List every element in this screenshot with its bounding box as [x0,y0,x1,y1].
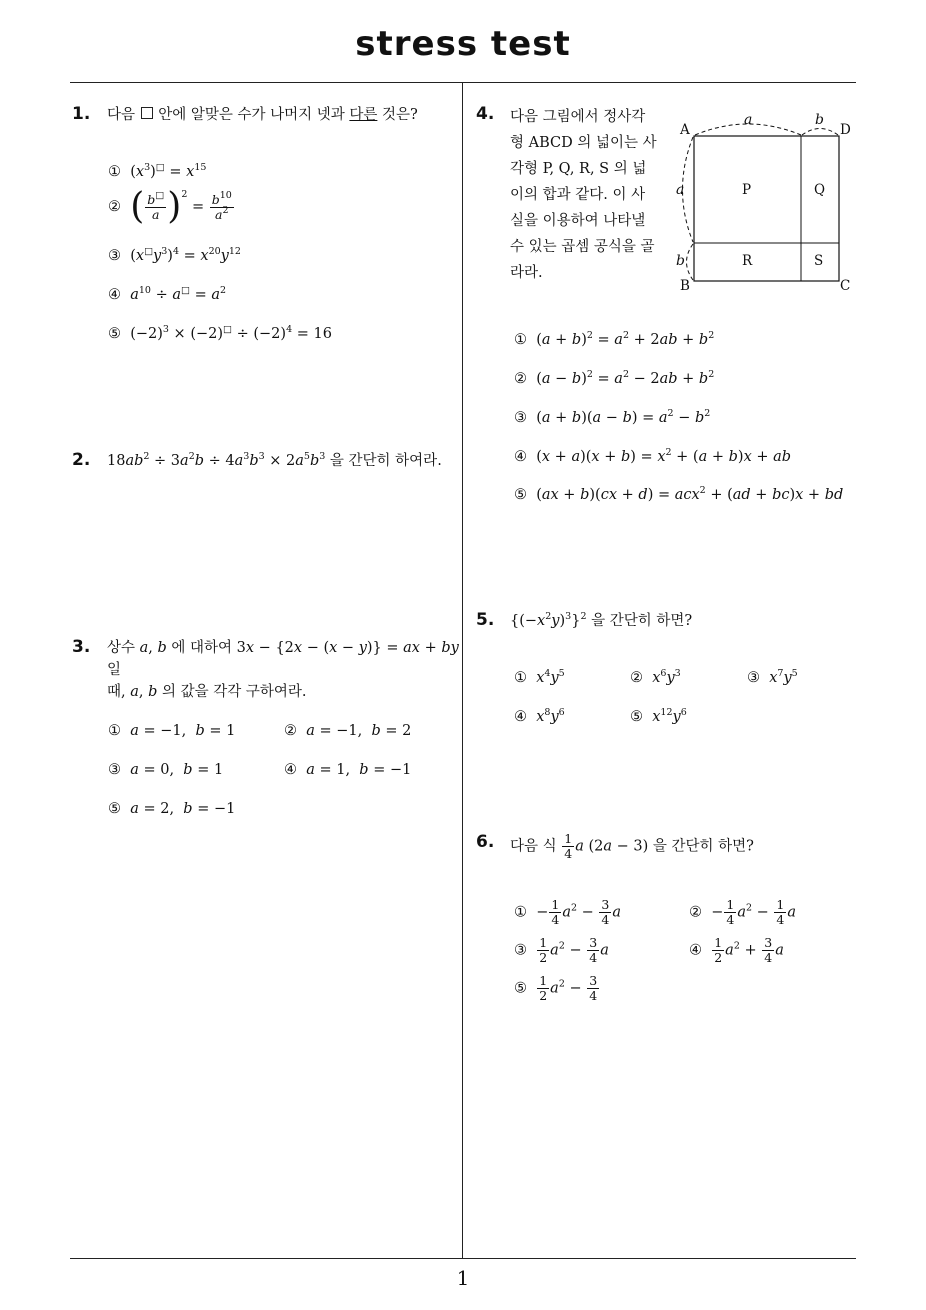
option-2[interactable]: ② $x^6y^3$ [630,668,681,686]
option-4[interactable]: ④ $x^8y^6$ [514,707,565,725]
option-1[interactable]: ① − $\frac{1}{4}$ $a^2$ − $\frac{3}{4}$ a [514,897,622,927]
option-2[interactable]: ② a = −1, b = 2 [284,723,412,739]
option-4[interactable]: ④ $(x + a)(x + b) = x^2 + (a + b)x$ + ab [514,447,792,465]
option-4[interactable]: ④ $a^{10} \div a^□ = a^2$ [108,285,227,303]
option-2[interactable]: ② ( $\frac{b^□}{a}$ )$^2$ = $\frac{b^{10}}{a^2}$ [108,186,232,227]
region-label-q: Q [814,182,826,198]
top-rule [70,82,856,83]
option-5[interactable]: ⑤ $x^{12}y^6$ [630,707,687,725]
question-2 [72,450,462,480]
question-1 [72,104,462,354]
option-2[interactable]: ② $(a - b)^2 = a^2 - 2ab + b^2$ [514,369,715,387]
option-3[interactable]: ③ $(x^□y^3)^4 = x^{20}y^{12}$ [108,246,241,264]
side-label-left-a: a [676,182,685,198]
question-number: 5. [476,610,495,630]
option-2[interactable]: ② − $\frac{1}{4}$ $a^2$ − $\frac{1}{4}$ a [689,897,797,927]
column-divider [462,83,463,1258]
question-text: 다음 그림에서 정사각 형 ABCD 의 넓이는 사 각형 P, Q, R, S 의 넓 이의 합과 같다. 이 사 실을 이용하여 나타낼 수 있는 곱셈 공식을 골 라라. [510,109,657,281]
option-5[interactable]: ⑤ (ax + b)(cx + d) = acx$^2$ + (ad + bc)x + bd [514,485,844,503]
question-text: $\{(-x^2y)^3\}^2$ 을 간단히 하면? [510,611,693,629]
side-label-top-b: b [815,112,824,128]
option-1[interactable]: ① $(a + b)^2 = a^2 + 2ab + b^2$ [514,330,715,348]
option-5[interactable]: ⑤ a = 2, b = −1 [108,801,236,817]
vertex-label-a: A [680,122,690,138]
question-text: 다음 안에 알맞은 수가 나머지 넷과 다른 것은? [107,107,418,123]
page-title: stress test [355,24,571,64]
question-number: 1. [72,104,91,124]
option-1[interactable]: ① a = −1, b = 1 [108,723,236,739]
option-5[interactable]: ⑤ $\frac{1}{2}$ $a^2$ − $\frac{3}{4}$ [514,973,598,1003]
question-number: 3. [72,637,91,657]
square-diagram [670,108,856,298]
page-number: 1 [456,1266,470,1290]
blank-box-icon [141,107,153,119]
bottom-rule [70,1258,856,1259]
vertex-label-c: C [840,278,851,294]
region-label-r: R [742,253,753,269]
question-5 [476,610,856,740]
side-label-top-a: a [744,112,753,128]
question-number: 6. [476,832,495,852]
question-4 [476,104,856,514]
side-label-left-b: b [676,253,685,269]
question-number: 2. [72,450,91,470]
question-text: $18ab^2 \div 3a^2b \div 4a^3b^3 \times 2a^5b^3$ 을 간단히 하여라. [107,451,442,469]
question-text: 상수 a, b 에 대하여 3x − {2x − (x − y)} = ax + by 일 때, a, b 의 값을 각각 구하여라. [107,640,459,700]
vertex-label-b: B [680,278,690,294]
option-5[interactable]: ⑤ $(-2)^3 \times (-2)^□ \div (-2)^4 = 16$ [108,324,332,342]
option-3[interactable]: ③ $\frac{1}{2}$ $a^2$ − $\frac{3}{4}$ a [514,935,609,965]
option-1[interactable]: ① $x^4y^5$ [514,668,565,686]
region-label-p: P [742,182,752,198]
question-number: 4. [476,104,495,124]
square-figure [670,108,856,298]
question-6 [476,832,856,1022]
option-3[interactable]: ③ $(a + b)(a - b) = a^2 - b^2$ [514,408,711,426]
vertex-label-d: D [840,122,851,138]
option-4[interactable]: ④ a = 1, b = −1 [284,762,412,778]
option-3[interactable]: ③ a = 0, b = 1 [108,762,224,778]
question-text: 다음 식 $\frac{1}{4}$ a (2a − 3) 을 간단히 하면? [510,831,754,861]
option-4[interactable]: ④ $\frac{1}{2}$ $a^2$ + $\frac{3}{4}$ a [689,935,784,965]
option-1[interactable]: ① $(x^3)^□ = x^{15}$ [108,162,207,180]
option-3[interactable]: ③ $x^7y^5$ [747,668,798,686]
region-label-s: S [814,253,824,269]
question-3 [72,637,457,837]
